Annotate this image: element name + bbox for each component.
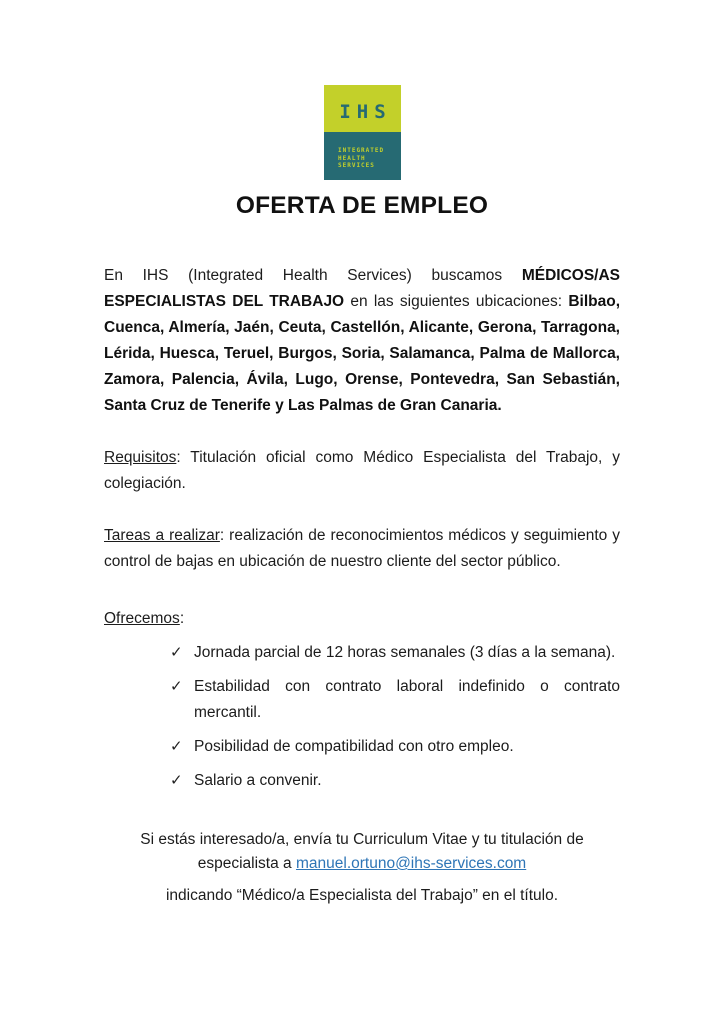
logo-subtitle-line: INTEGRATED [338,147,385,154]
ofrecemos-colon: : [179,610,185,627]
page-title: OFERTA DE EMPLEO [235,192,489,219]
benefit-text: Estabilidad con contrato laboral indefinido o contrato mercantil. [194,678,620,721]
tareas-paragraph [104,523,620,575]
tareas-text: : realización de reconocimientos médicos y seguimiento y control de bajas en ubicación de nuestro cliente del sector público. [104,527,620,570]
intro-text-2: en las siguientes ubicaciones: [344,293,569,310]
requisitos-text: : Titulación oficial como Médico Especialista del Trabajo, y colegiación. [104,449,620,492]
email-link[interactable]: manuel.ortuno@ihs-services.com [295,855,527,872]
logo-bottom-block [324,132,401,180]
benefit-text: Jornada parcial de 12 horas semanales (3 días a la semana). [194,644,616,661]
logo-top-block [324,85,401,132]
checkmark-icon: ✓ [170,738,183,755]
checkmark-icon: ✓ [170,772,183,789]
benefit-text: Posibilidad de compatibilidad con otro empleo. [194,738,514,755]
intro-text-1: En IHS (Integrated Health Services) buscamos [104,267,522,284]
benefit-text: Salario a convenir. [194,772,322,789]
ihs-logo [324,85,401,180]
contact-instructions [127,828,597,876]
ofrecemos-heading [104,606,620,632]
contact-text: Si estás interesado/a, envía tu Curriculum Vitae y tu titulación de especialista a [140,831,584,872]
list-item [170,640,620,666]
tareas-label: Tareas a realizar [104,527,220,544]
logo-subtitle-line: SERVICES [338,162,375,169]
contact-subject-note: indicando “Médico/a Especialista del Trabajo” en el título. [165,887,559,904]
intro-paragraph [104,263,620,419]
logo-acronym-text: IHS [339,101,392,123]
logo-subtitle-line: HEALTH [338,154,366,162]
list-item [170,734,620,760]
intro-locations-bold: Bilbao, Cuenca, Almería, Jaén, Ceuta, Castellón, Alicante, Gerona, Tarragona, Lérida, Huesca, Teruel, Burgos, Soria, Salamanca, Palma de Mallorca, Zamora, Palencia, Ávila, Lugo, Orense, Pontevedra, San Sebastián, Santa Cruz de Tenerife y Las Palmas de Gran Canaria. [104,293,620,414]
list-item [170,768,620,794]
requisitos-label: Requisitos [104,449,177,466]
intro-role-bold: MÉDICOS/AS ESPECIALISTAS DEL TRABAJO [104,267,620,310]
list-item [170,674,620,726]
benefits-list [104,640,620,794]
checkmark-icon: ✓ [170,678,183,695]
checkmark-icon: ✓ [170,644,183,661]
requisitos-paragraph [104,445,620,497]
ofrecemos-label: Ofrecemos [104,610,180,627]
contact-block [104,828,620,908]
